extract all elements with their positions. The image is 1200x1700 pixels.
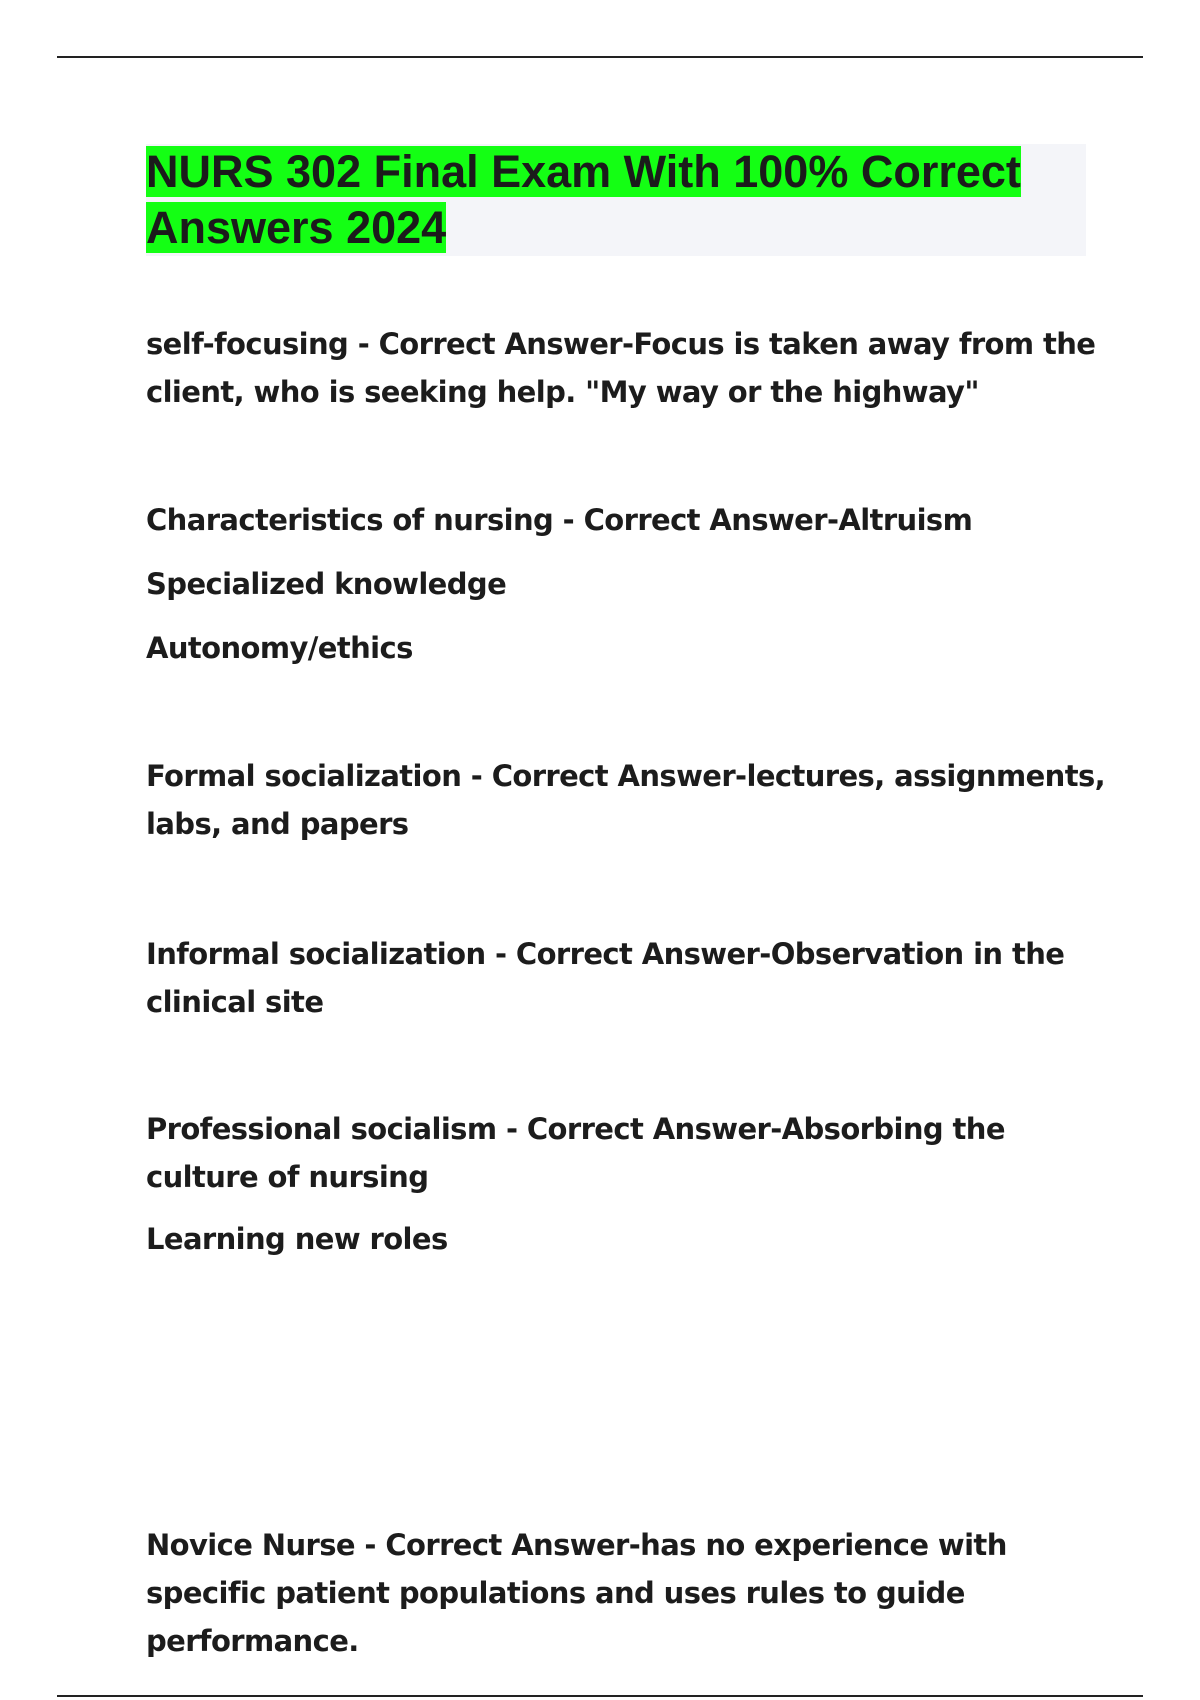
qa-entry-text: Formal socialization - Correct Answer-lectures, assignments, labs, and papers	[146, 759, 1106, 841]
qa-entry-informal-socialization	[146, 930, 1106, 1026]
qa-entry-extra-line: Autonomy/ethics	[146, 631, 413, 665]
top-divider	[57, 56, 1143, 58]
page-title	[146, 144, 1086, 256]
qa-entry-self-focusing	[146, 320, 1106, 416]
qa-entry-characteristics-of-nursing	[146, 496, 1106, 672]
qa-entry-text: Novice Nurse - Correct Answer-has no experience with specific patient populations and uses rules to guide performance.	[146, 1528, 1007, 1658]
title-line-2: Answers 2024	[146, 202, 447, 253]
qa-entry-extra-line: Specialized knowledge	[146, 567, 507, 601]
bottom-divider	[57, 1695, 1143, 1697]
qa-entry-text: self-focusing - Correct Answer-Focus is taken away from the client, who is seeking help. "My way or the highway"	[146, 327, 1096, 409]
qa-entry-formal-socialization	[146, 752, 1106, 848]
qa-entry-novice-nurse	[146, 1521, 1106, 1665]
qa-entry-extra-line: Learning new roles	[146, 1222, 448, 1256]
qa-entry-professional-socialism	[146, 1105, 1106, 1263]
qa-entry-text: Professional socialism - Correct Answer-Absorbing the culture of nursing	[146, 1112, 1005, 1194]
qa-entry-text: Informal socialization - Correct Answer-Observation in the clinical site	[146, 937, 1065, 1019]
title-line-1: NURS 302 Final Exam With 100% Correct	[146, 146, 1021, 197]
title-block	[146, 144, 1086, 256]
qa-entry-text: Characteristics of nursing - Correct Answer-Altruism	[146, 503, 973, 537]
